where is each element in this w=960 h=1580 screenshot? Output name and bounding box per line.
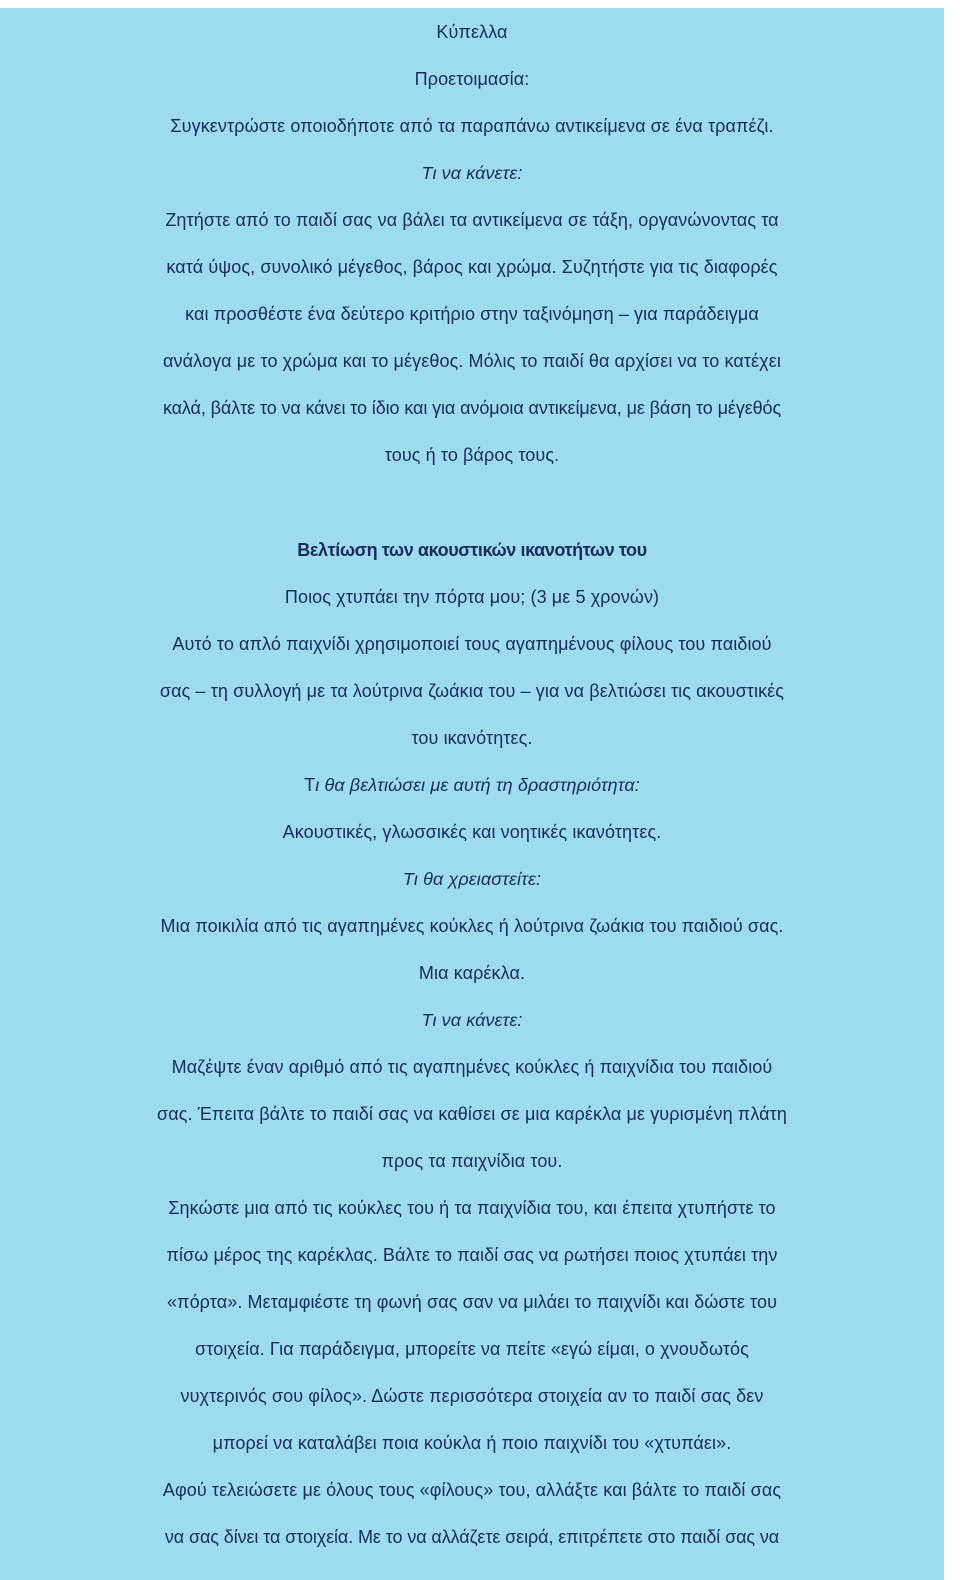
instruction-line: ανάλογα με το χρώμα και το μέγεθος. Μόλις το παιδί θα αρχίσει να το κατέχει	[163, 351, 781, 371]
instruction-line: και προσθέστε ένα δεύτερο κριτήριο στην ταξινόμηση – για παράδειγμα	[185, 304, 759, 324]
step-line: προς τα παιχνίδια του.	[381, 1151, 563, 1171]
improves-label-initial: Τ	[304, 775, 316, 795]
instruction-line: κατά ύψος, συνολικό μέγεθος, βάρος και χρώμα. Συζητήστε για τις διαφορές	[166, 257, 778, 277]
step-line: Μαζέψτε έναν αριθμό από τις αγαπημένες κούκλες ή παιχνίδια του παιδιού	[171, 1057, 773, 1077]
improves-text: Ακουστικές, γλωσσικές και νοητικές ικανότητες.	[282, 822, 662, 842]
game-title: Ποιος χτυπάει την πόρτα μου; (3 με 5 χρονών)	[284, 587, 660, 607]
need-line: Μια καρέκλα.	[418, 963, 526, 983]
step-line: σας. Έπειτα βάλτε το παιδί σας να καθίσει σε μια καρέκλα με γυρισμένη πλάτη	[157, 1104, 787, 1124]
step-line: νυχτερινός σου φίλος». Δώστε περισσότερα στοιχεία αν το παιδί σας δεν	[180, 1386, 764, 1406]
instruction-line: καλά, βάλτε το να κάνει το ίδιο και για ανόμοια αντικείμενα, με βάση το μέγεθός	[162, 398, 782, 418]
preparation-text: Συγκεντρώστε οποιοδήποτε από τα παραπάνω αντικείμενα σε ένα τραπέζι.	[170, 116, 774, 136]
what-to-do-label: Τι να κάνετε:	[421, 1010, 523, 1030]
step-line: «πόρτα». Μεταμφιέστε τη φωνή σας σαν να μιλάει το παιχνίδι και δώστε του	[166, 1292, 778, 1312]
step-line: μπορεί να καταλάβει ποια κούκλα ή ποιο παιχνίδι του «χτυπάει».	[212, 1433, 732, 1453]
intro-line: σας – τη συλλογή με τα λούτρινα ζωάκια του – για να βελτιώσει τις ακουστικές	[159, 681, 785, 701]
improves-label-rest: ι θα βελτιώσει με αυτή τη δραστηριότητα:	[315, 775, 640, 795]
need-label: Τι θα χρειαστείτε:	[402, 869, 542, 889]
section-heading: Βελτίωση των ακουστικών ικανοτήτων του	[297, 540, 647, 560]
instruction-line: Ζητήστε από το παιδί σας να βάλει τα αντικείμενα σε τάξη, οργανώνοντας τα	[165, 210, 779, 230]
what-to-do-label: Τι να κάνετε:	[421, 163, 523, 183]
step-line: Σηκώστε μια από τις κούκλες του ή τα παιχνίδια του, και έπειτα χτυπήστε το	[168, 1198, 776, 1218]
intro-line: Αυτό το απλό παιχνίδι χρησιμοποιεί τους αγαπημένους φίλους του παιδιού	[172, 634, 772, 654]
step-line: Αφού τελειώσετε με όλους τους «φίλους» του, αλλάξτε και βάλτε το παιδί σας	[162, 1480, 782, 1500]
content-panel	[0, 8, 944, 1580]
step-line: να σας δίνει τα στοιχεία. Με το να αλλάζετε σειρά, επιτρέπετε στο παιδί σας να	[164, 1527, 780, 1547]
preparation-label: Προετοιμασία:	[414, 69, 530, 89]
step-line: πίσω μέρος της καρέκλας. Βάλτε το παιδί σας να ρωτήσει ποιος χτυπάει την	[166, 1245, 778, 1265]
section-title: Κύπελλα	[436, 22, 508, 42]
need-line: Μια ποικιλία από τις αγαπημένες κούκλες ή λούτρινα ζωάκια του παιδιού σας.	[160, 916, 784, 936]
step-line: στοιχεία. Για παράδειγμα, μπορείτε να πείτε «εγώ είμαι, ο χνουδωτός	[195, 1339, 749, 1359]
intro-line: του ικανότητες.	[411, 728, 533, 748]
instruction-line: τους ή το βάρος τους.	[384, 445, 560, 465]
improves-label	[0, 762, 944, 809]
